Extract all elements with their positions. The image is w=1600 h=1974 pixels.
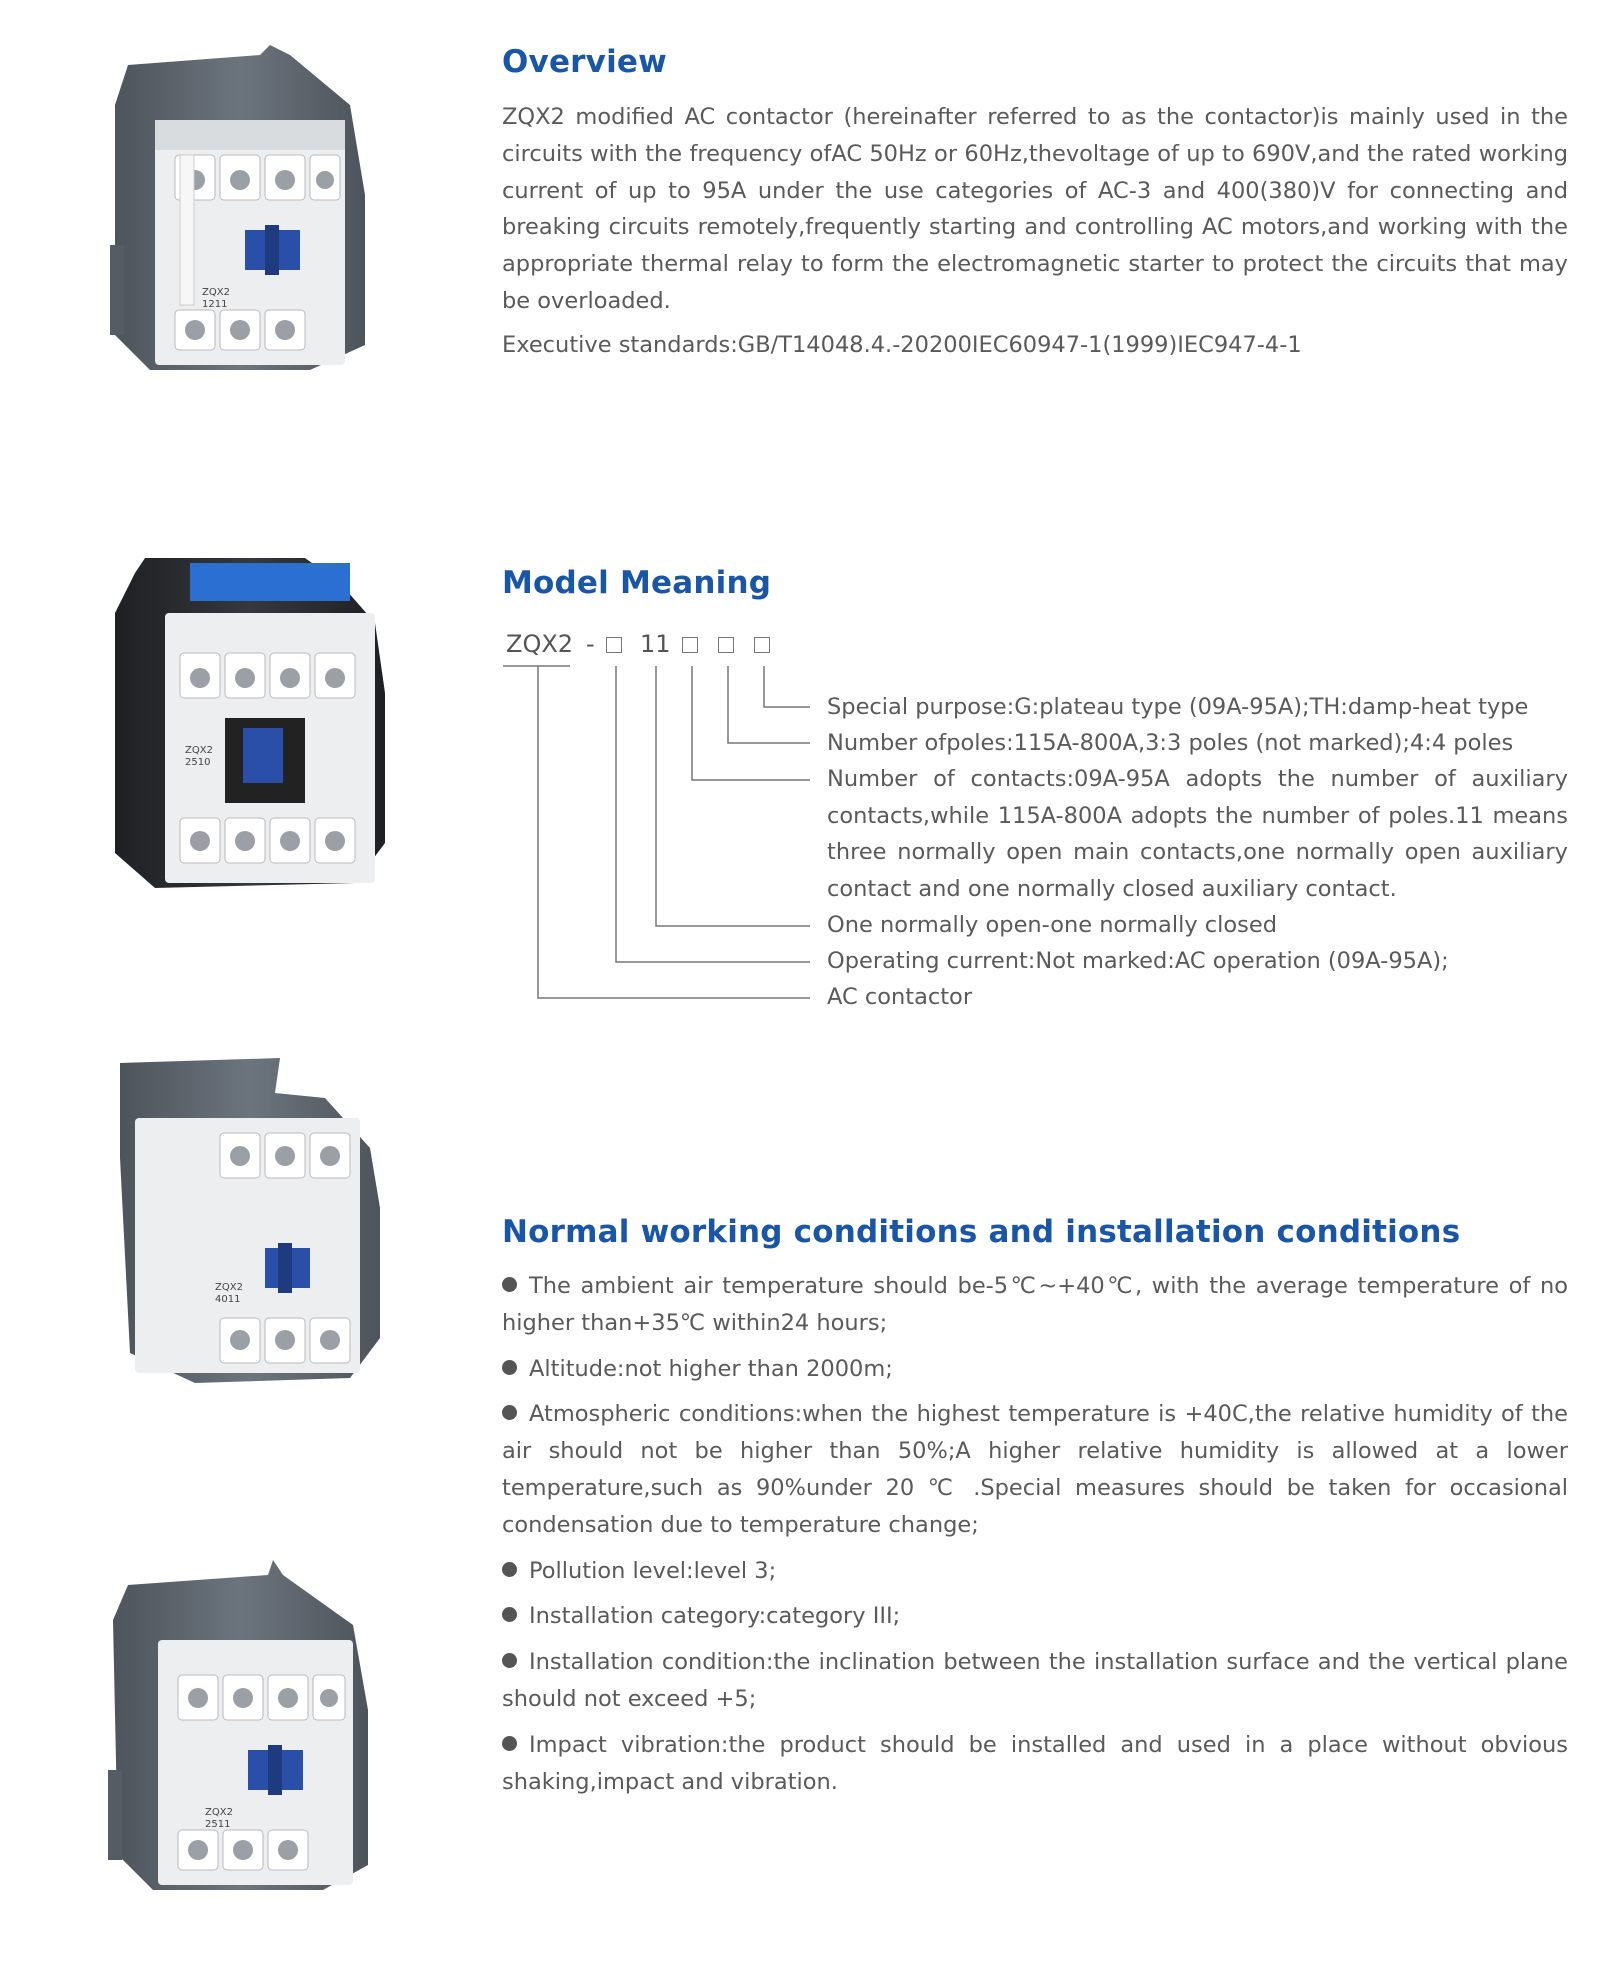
model-desc-operating-current: Operating current:Not marked:AC operation (09A-95A); xyxy=(827,948,1449,974)
conditions-heading: Normal working conditions and installation conditions xyxy=(502,1214,1461,1250)
model-code-box-special xyxy=(754,630,770,658)
svg-text:2511: 2511 xyxy=(205,1819,231,1830)
bullet-icon xyxy=(502,1607,517,1622)
product-image-zqx2-2511 xyxy=(108,1560,393,1895)
svg-text:ZQX2: ZQX2 xyxy=(202,287,230,298)
executive-standards: Executive standards:GB/T14048.4.-20200IEC60947-1(1999)IEC947-4-1 xyxy=(502,332,1302,358)
bullet-icon xyxy=(502,1653,517,1668)
condition-item: Atmospheric conditions:when the highest temperature is +40C,the relative humidity of the air should not be higher than 50%;A higher relative humidity is allowed at a lower temperature,such as 90%under 20 ℃ .Special measures should be taken for occasional condensation due to temperature change; xyxy=(502,1401,1568,1538)
product-image-zqx2-1211 xyxy=(110,45,390,375)
product-image-zqx2-2510 xyxy=(105,553,390,893)
svg-text:4011: 4011 xyxy=(215,1294,241,1305)
bullet-icon xyxy=(502,1405,517,1420)
overview-description: ZQX2 modified AC contactor (hereinafter referred to as the contactor)is mainly used in the circuits with the frequency ofAC 50Hz or 60Hz,thevoltage of up to 690V,and the rated working current of up to 95A under the use categories of AC-3 and 400(380)V for connecting and breaking circuits remotely,frequently starting and controlling AC motors,and working with the appropriate thermal relay to form the electromagnetic starter to protect the circuits that may be overloaded. xyxy=(502,104,1568,314)
model-code-box-current xyxy=(606,630,622,658)
model-desc-number-of-poles: Number ofpoles:115A-800A,3:3 poles (not marked);4:4 poles xyxy=(827,730,1514,756)
model-code-contacts: 11 xyxy=(640,630,671,658)
model-desc-ac-contactor: AC contactor xyxy=(827,984,973,1010)
product-image-zqx2-4011 xyxy=(115,1058,390,1388)
bullet-icon xyxy=(502,1277,517,1292)
conditions-list xyxy=(502,1268,1568,1809)
overview-heading: Overview xyxy=(502,44,667,80)
condition-item: Pollution level:level 3; xyxy=(502,1553,1568,1590)
svg-text:1211: 1211 xyxy=(202,299,228,310)
model-code-dash: - xyxy=(586,630,595,658)
condition-item: Altitude:not higher than 2000m; xyxy=(502,1351,1568,1388)
condition-item: Installation category:category III; xyxy=(502,1598,1568,1635)
condition-item: Installation condition:the inclination between the installation surface and the vertical plane should not exceed +5; xyxy=(502,1649,1568,1712)
model-meaning-heading: Model Meaning xyxy=(502,565,772,601)
bullet-icon xyxy=(502,1736,517,1751)
model-desc-special-purpose: Special purpose:G:plateau type (09A-95A);TH:damp-heat type xyxy=(827,694,1529,720)
model-desc-number-of-contacts: Number of contacts:09A-95A adopts the number of auxiliary contacts,while 115A-800A adopts the number of poles.11 means three normally open main contacts,one normally open auxiliary contact and one normally closed auxiliary contact. xyxy=(827,766,1568,902)
svg-text:ZQX2: ZQX2 xyxy=(205,1807,233,1818)
svg-text:2510: 2510 xyxy=(185,757,211,768)
model-desc-no-nc: One normally open-one normally closed xyxy=(827,912,1278,938)
bullet-icon xyxy=(502,1562,517,1577)
model-code-box-poles xyxy=(718,630,734,658)
svg-text:ZQX2: ZQX2 xyxy=(185,745,213,756)
model-code-box-contacts xyxy=(682,630,698,658)
bullet-icon xyxy=(502,1360,517,1375)
model-code-prefix: ZQX2 xyxy=(506,630,574,658)
svg-text:ZQX2: ZQX2 xyxy=(215,1282,243,1293)
condition-item: Impact vibration:the product should be installed and used in a place without obvious shaking,impact and vibration. xyxy=(502,1731,1568,1795)
condition-item: The ambient air temperature should be-5℃~+40℃, with the average temperature of no higher than+35℃ within24 hours; xyxy=(502,1273,1568,1336)
